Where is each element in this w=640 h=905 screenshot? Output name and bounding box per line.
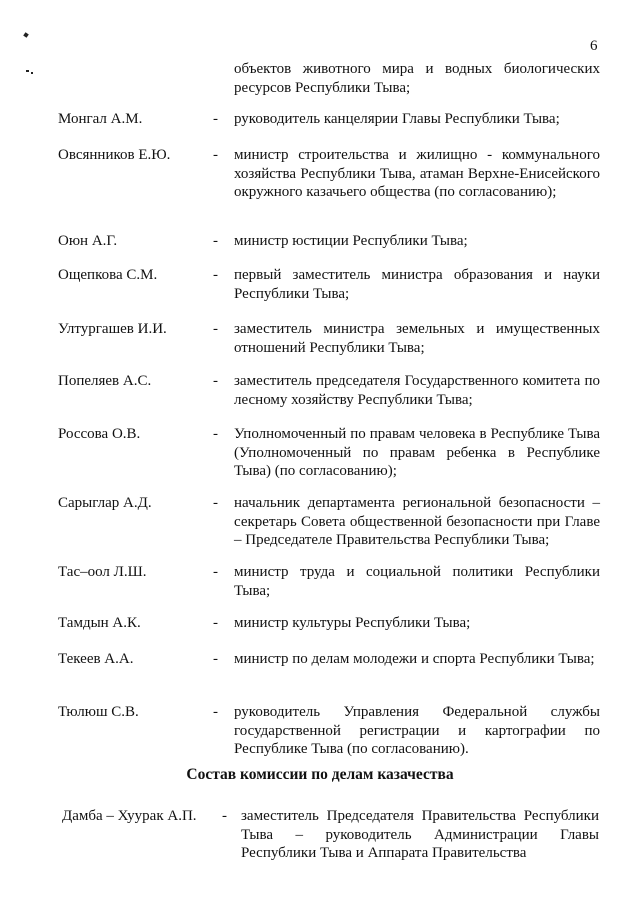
scan-mark (26, 70, 29, 72)
member-dash: - (222, 808, 227, 824)
member-role: министр строительства и жилищно - коммунального хозяйства Республики Тыва, атаман Верхне-Енисейского окружного казачьего общества (по согласованию); (234, 147, 600, 200)
member-dash: - (213, 564, 218, 580)
member-name: Оюн А.Г. (58, 233, 118, 249)
member-name: Текеев А.А. (58, 651, 134, 667)
scan-mark (31, 72, 33, 74)
member-role: первый заместитель министра образования и науки Республики Тыва; (234, 267, 600, 302)
member-dash: - (213, 233, 218, 249)
member-role: начальник департамента региональной безопасности – секретарь Совета общественной безопасности при Главе – Председателе Правительства Республики Тыва; (234, 495, 600, 548)
member-name: Тамдын А.К. (58, 615, 141, 631)
member-dash: - (213, 111, 218, 127)
member-name: Попеляев А.С. (58, 373, 152, 389)
member-role: министр по делам молодежи и спорта Республики Тыва; (234, 651, 595, 667)
scan-mark (23, 32, 29, 38)
member-role: заместитель председателя Государственного комитета по лесному хозяйству Республики Тыва; (234, 373, 600, 408)
page-number: 6 (590, 38, 598, 54)
member-dash: - (213, 615, 218, 631)
member-role: заместитель министра земельных и имущественных отношений Республики Тыва; (234, 321, 600, 356)
member-name: Дамба – Хуурак А.П. (62, 808, 197, 824)
member-dash: - (213, 704, 218, 720)
section-heading: Состав комиссии по делам казачества (186, 766, 454, 783)
member-dash: - (213, 147, 218, 163)
member-name: Сарыглар А.Д. (58, 495, 152, 511)
member-dash: - (213, 373, 218, 389)
member-role: Уполномоченный по правам человека в Республике Тыва (Уполномоченный по правам ребенка в Республике Тыва) (по согласованию); (234, 426, 600, 479)
member-dash: - (213, 321, 218, 337)
member-role: министр труда и социальной политики Республики Тыва; (234, 564, 600, 599)
member-name: Тюлюш С.В. (58, 704, 139, 720)
member-name: Монгал А.М. (58, 111, 143, 127)
member-dash: - (213, 267, 218, 283)
member-name: Тас–оол Л.Ш. (58, 564, 147, 580)
member-name: Россова О.В. (58, 426, 141, 442)
member-dash: - (213, 495, 218, 511)
member-dash: - (213, 426, 218, 442)
member-role: министр юстиции Республики Тыва; (234, 233, 468, 249)
member-role: министр культуры Республики Тыва; (234, 615, 471, 631)
continuation-text: объектов животного мира и водных биологических ресурсов Республики Тыва; (234, 61, 600, 96)
member-dash: - (213, 651, 218, 667)
member-role: заместитель Председателя Правительства Республики Тыва – руководитель Администрации Главы Республики Тыва и Аппарата Правительства (241, 808, 599, 861)
member-role: руководитель Управления Федеральной службы государственной регистрации и картографии по Республике Тыва (по согласованию). (234, 704, 600, 757)
member-name: Ултургашев И.И. (58, 321, 167, 337)
member-role: руководитель канцелярии Главы Республики Тыва; (234, 111, 560, 127)
member-name: Овсянников Е.Ю. (58, 147, 171, 163)
member-name: Ощепкова С.М. (58, 267, 158, 283)
